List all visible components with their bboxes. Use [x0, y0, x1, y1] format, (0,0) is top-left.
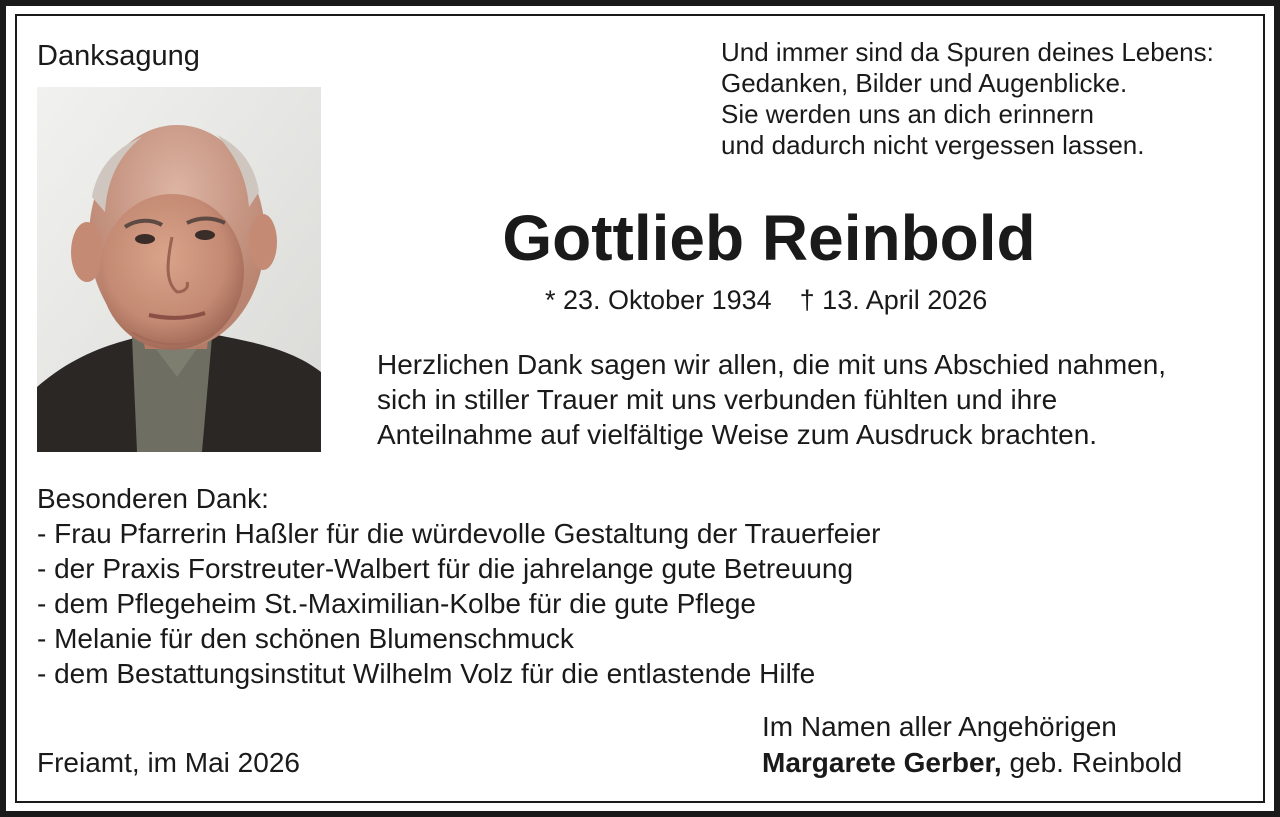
poem — [721, 37, 1214, 161]
special-thanks-title: Besonderen Dank: — [37, 483, 269, 514]
place-date: Freiamt, im Mai 2026 — [37, 747, 300, 778]
poem-line: und dadurch nicht vergessen lassen. — [721, 130, 1145, 160]
birth-date: * 23. Oktober 1934 — [545, 285, 772, 315]
poem-line: Sie werden uns an dich erinnern — [721, 99, 1094, 129]
page-title: Danksagung — [37, 40, 200, 72]
signatory — [762, 745, 1182, 781]
special-thanks-item: - dem Pflegeheim St.-Maximilian-Kolbe für die gute Pflege — [37, 588, 757, 619]
special-thanks-item: - Frau Pfarrerin Haßler für die würdevolle Gestaltung der Trauerfeier — [37, 518, 881, 549]
signatory-suffix: geb. Reinbold — [1001, 747, 1183, 778]
special-thanks-item: - Melanie für den schönen Blumenschmuck — [37, 623, 574, 654]
thanks-line: Anteilnahme auf vielfältige Weise zum Ausdruck brachten. — [377, 419, 1098, 450]
special-thanks-item: - der Praxis Forstreuter-Walbert für die jahrelange gute Betreuung — [37, 553, 854, 584]
thanks-paragraph — [377, 347, 1166, 452]
thanks-line: sich in stiller Trauer mit uns verbunden fühlten und ihre — [377, 384, 1058, 415]
special-thanks-item: - dem Bestattungsinstitut Wilhelm Volz für die entlastende Hilfe — [37, 658, 816, 689]
on-behalf-text: Im Namen aller Angehörigen — [762, 711, 1117, 742]
poem-line: Und immer sind da Spuren deines Lebens: — [721, 37, 1214, 67]
signatory-name: Margarete Gerber, — [762, 747, 1002, 778]
death-date: † 13. April 2026 — [799, 285, 988, 315]
poem-line: Gedanken, Bilder und Augenblicke. — [721, 68, 1128, 98]
life-dates — [545, 282, 987, 318]
thanks-line: Herzlichen Dank sagen wir allen, die mit uns Abschied nahmen, — [377, 349, 1167, 380]
signature-block — [762, 709, 1182, 781]
deceased-name: Gottlieb Reinbold — [502, 202, 1036, 274]
special-thanks — [37, 481, 880, 691]
